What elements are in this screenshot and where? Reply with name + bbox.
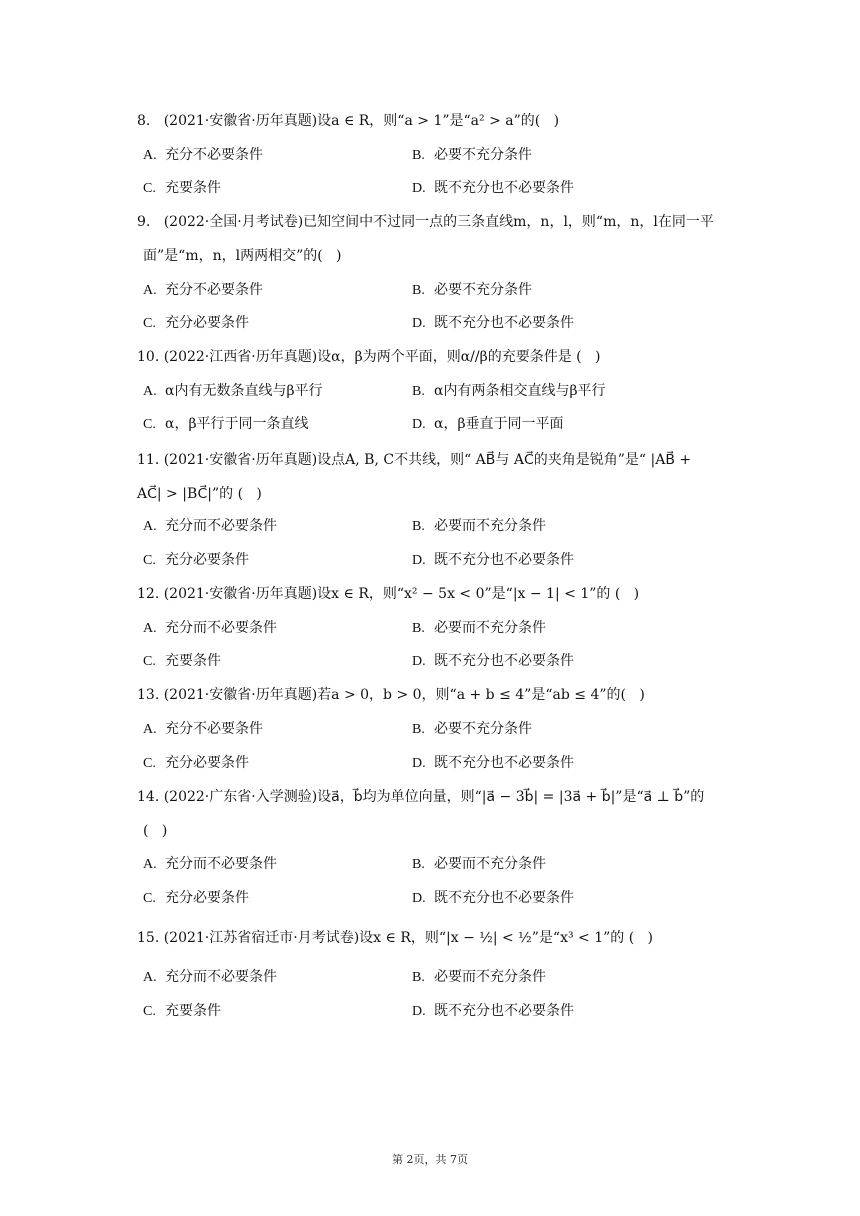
option-b: B. 必要而不充分条件 (412, 518, 546, 534)
option-a: A. 充分而不必要条件 (143, 518, 277, 534)
option-a: A. α内有无数条直线与β平行 (143, 383, 323, 399)
question-11 (137, 443, 757, 511)
option-d: D. 既不充分也不必要条件 (412, 890, 574, 906)
question-12 (137, 577, 757, 611)
question-text: 13. (2021·安徽省·历年真题)若a > 0，b > 0，则“a + b ≤ 4”是“ab ≤ 4”的( ) (137, 687, 645, 703)
option-d: D. 既不充分也不必要条件 (412, 552, 574, 568)
page-footer: 第 2页，共 7页 (392, 1153, 468, 1166)
option-c: C. 充要条件 (143, 180, 221, 196)
option-a: A. 充分不必要条件 (143, 721, 263, 737)
option-d: D. 既不充分也不必要条件 (412, 755, 574, 771)
option-d: D. 既不充分也不必要条件 (412, 315, 574, 331)
question-text: 14. (2022·广东省·入学测验)设a⃗，b⃗均为单位向量，则“|a⃗ − 3b⃗| = |3a⃗ + b⃗|”是“a⃗ ⊥ b⃗”的 (137, 789, 705, 805)
option-d: D. 既不充分也不必要条件 (412, 180, 574, 196)
option-b: B. 必要不充分条件 (412, 282, 532, 298)
question-9 (137, 205, 757, 273)
option-b: B. 必要而不充分条件 (412, 856, 546, 872)
question-text: 8. (2021·安徽省·历年真题)设a ∈ R，则“a > 1”是“a² > a”的( ) (137, 113, 560, 129)
option-c: C. 充要条件 (143, 1003, 221, 1019)
question-text: 12. (2021·安徽省·历年真题)设x ∈ R，则“x² − 5x < 0”是“|x − 1| < 1”的 ( ) (137, 586, 640, 602)
option-d: D. 既不充分也不必要条件 (412, 653, 574, 669)
option-b: B. 必要而不充分条件 (412, 620, 546, 636)
option-c: C. α，β平行于同一条直线 (143, 416, 309, 432)
question-text: 11. (2021·安徽省·历年真题)设点A, B, C不共线，则“ AB⃗与 AC⃗的夹角是锐角”是“ |AB⃗ + (137, 452, 692, 468)
option-a: A. 充分而不必要条件 (143, 969, 277, 985)
option-d: D. 既不充分也不必要条件 (412, 1003, 574, 1019)
option-a: A. 充分而不必要条件 (143, 620, 277, 636)
option-c: C. 充分必要条件 (143, 890, 249, 906)
option-a: A. 充分不必要条件 (143, 282, 263, 298)
question-text-continued: AC⃗| > |BC⃗|”的 ( ) (137, 486, 262, 502)
question-text: 15. (2021·江苏省宿迁市·月考试卷)设x ∈ R，则“|x − ½| < ½”是“x³ < 1”的 ( ) (137, 930, 653, 946)
option-b: B. 必要不充分条件 (412, 721, 532, 737)
option-a: A. 充分而不必要条件 (143, 856, 277, 872)
question-15 (137, 921, 757, 955)
option-c: C. 充分必要条件 (143, 755, 249, 771)
option-b: B. 必要不充分条件 (412, 147, 532, 163)
question-10 (137, 340, 757, 374)
option-b: B. 必要而不充分条件 (412, 969, 546, 985)
option-b: B. α内有两条相交直线与β平行 (412, 383, 606, 399)
question-text: 10. (2022·江西省·历年真题)设α，β为两个平面，则α//β的充要条件是 ( ) (137, 349, 601, 365)
question-text-continued: 面”是“m，n，l两两相交”的( ) (143, 248, 342, 264)
option-c: C. 充分必要条件 (143, 315, 249, 331)
question-text: 9. (2022·全国·月考试卷)已知空间中不过同一点的三条直线m，n，l，则“m，n，l在同一平 (137, 214, 714, 230)
question-text-continued: ( ) (143, 823, 168, 839)
option-c: C. 充要条件 (143, 653, 221, 669)
question-14 (137, 780, 757, 848)
question-8 (137, 104, 757, 138)
question-13 (137, 678, 757, 712)
option-a: A. 充分不必要条件 (143, 147, 263, 163)
option-d: D. α，β垂直于同一平面 (412, 416, 564, 432)
option-c: C. 充分必要条件 (143, 552, 249, 568)
